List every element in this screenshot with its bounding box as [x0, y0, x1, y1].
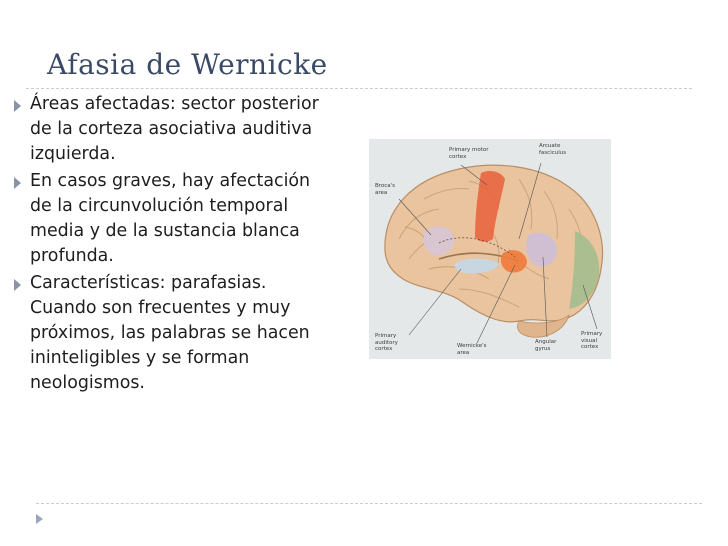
broca-area-region	[423, 226, 453, 255]
label-brocas-area: Broca's area	[375, 183, 396, 196]
title-divider	[26, 88, 692, 89]
bullet-text: En casos graves, hay afectación de la circunvolución temporal media y de la sustancia blanca profunda.	[30, 171, 311, 266]
bullet-arrow-icon	[14, 100, 21, 112]
label-primary-auditory-cortex: Primary auditory cortex	[375, 333, 398, 352]
label-angular-gyrus: Angular gyrus	[535, 339, 557, 352]
bullet-arrow-icon	[14, 177, 21, 189]
triangle-arrow-icon	[36, 514, 43, 524]
bullet-item	[14, 92, 324, 167]
bullet-text: Áreas afectadas: sector posterior de la corteza asociativa auditiva izquierda.	[30, 94, 319, 164]
footer-divider	[36, 503, 702, 504]
brain-diagram-figure	[369, 139, 611, 359]
label-primary-visual-cortex: Primary visual cortex	[581, 331, 603, 350]
bullet-text: Características: parafasias. Cuando son frecuentes y muy próximos, las palabras se hacen ininteligibles y se forman neologismos.	[30, 273, 310, 393]
bullet-list	[14, 92, 324, 398]
slide-title: Afasia de Wernicke	[47, 48, 328, 81]
label-arcuate-fasciculus: Arcuate fasciculus	[539, 143, 567, 156]
bullet-arrow-icon	[14, 279, 21, 291]
bullet-item	[14, 271, 324, 396]
bullet-item	[14, 169, 324, 269]
label-primary-motor-cortex: Primary motor cortex	[449, 147, 489, 160]
brain-illustration	[369, 139, 611, 359]
label-wernickes-area: Wernicke's area	[457, 343, 487, 356]
